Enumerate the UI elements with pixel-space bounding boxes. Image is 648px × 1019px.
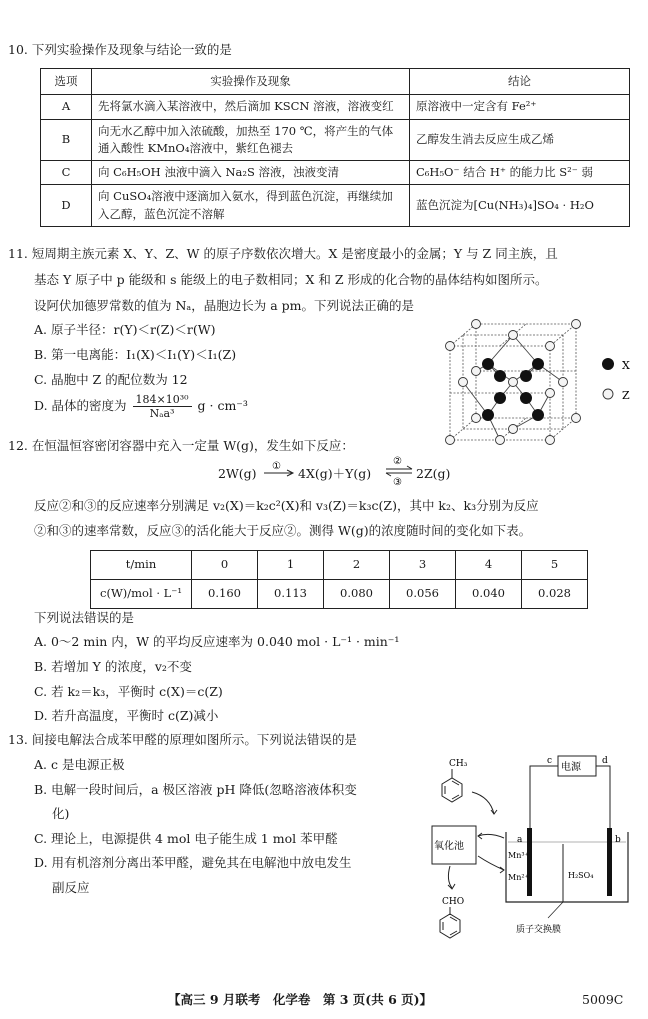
q10-row-conclusion: 乙醇发生消去反应生成乙烯 bbox=[410, 119, 630, 161]
footer-exam-code: 5009C bbox=[582, 992, 624, 1007]
wire-c bbox=[530, 766, 558, 832]
q12-option-d: D. 若升高温度，平衡时 c(Z)减小 bbox=[34, 708, 219, 723]
q10-table bbox=[40, 68, 630, 227]
mn3-label: Mn³⁺ bbox=[508, 851, 529, 860]
q11-option-c: C. 晶胞中 Z 的配位数为 12 bbox=[34, 372, 188, 387]
q11-option-d-unit: g · cm⁻³ bbox=[197, 398, 248, 414]
table-row bbox=[91, 551, 588, 580]
q10-row-operation: 向 C₆H₅OH 浊液中滴入 Na₂S 溶液，浊液变清 bbox=[92, 161, 410, 185]
toluene-molecule bbox=[442, 769, 462, 802]
electrode-a bbox=[527, 828, 532, 896]
q12-concentration-header: c(W)/mol · L⁻¹ bbox=[91, 579, 192, 608]
q12-time-cell: 5 bbox=[522, 551, 588, 580]
q13-option-d-line-1: D. 用有机溶剂分离出苯甲醛，避免其在电解池中放电发生 bbox=[34, 855, 352, 870]
power-supply-label: 电源 bbox=[561, 762, 581, 773]
terminal-d-label: d bbox=[602, 756, 608, 766]
methyl-label: CH₃ bbox=[449, 759, 468, 769]
q10-table-header bbox=[41, 69, 630, 95]
crystal-structure-figure bbox=[436, 318, 636, 450]
q12-concentration-table bbox=[90, 550, 588, 609]
table-row bbox=[41, 161, 630, 185]
benzaldehyde-molecule bbox=[440, 907, 460, 938]
reaction-arrow-1 bbox=[262, 458, 296, 482]
product-arrow bbox=[448, 866, 452, 888]
q12-option-b: B. 若增加 Y 的浓度，v₂不变 bbox=[34, 659, 192, 674]
wire-d bbox=[596, 766, 610, 832]
q12-time-cell: 2 bbox=[324, 551, 390, 580]
q12-time-cell: 0 bbox=[192, 551, 258, 580]
q10-title: 10. 下列实验操作及现象与结论一致的是 bbox=[8, 42, 232, 57]
q13-option-c: C. 理论上，电源提供 4 mol 电子能生成 1 mol 苯甲醛 bbox=[34, 831, 338, 846]
q12-concentration-cell: 0.113 bbox=[258, 579, 324, 608]
aldehyde-label: CHO bbox=[442, 897, 465, 907]
reaction-equilibrium-arrow bbox=[384, 454, 414, 488]
q12-equation-middle: 4X(g)＋Y(g) bbox=[298, 466, 372, 481]
density-fraction bbox=[133, 393, 192, 420]
q12-concentration-cell: 0.056 bbox=[390, 579, 456, 608]
table-row bbox=[41, 95, 630, 119]
q12-option-c: C. 若 k₂＝k₃，平衡时 c(X)＝c(Z) bbox=[34, 684, 223, 699]
q11-stem-line-1: 11. 短周期主族元素 X、Y、Z、W 的原子序数依次增大。X 是密度最小的金属；Y 与 Z 同主族，且 bbox=[8, 246, 558, 261]
mn2-flow-arrow bbox=[478, 856, 504, 870]
oxidizer-label: 氧化池 bbox=[434, 841, 464, 852]
mn2-label: Mn²⁺ bbox=[508, 873, 529, 882]
q10-header-operation: 实验操作及现象 bbox=[92, 69, 410, 95]
q10-header-conclusion: 结论 bbox=[410, 69, 630, 95]
q13-option-a: A. c 是电源正极 bbox=[34, 757, 125, 772]
reaction-label-1: ① bbox=[272, 461, 281, 472]
footer-page-info: 【高三 9 月联考 化学卷 第 3 页(共 6 页)】 bbox=[168, 992, 433, 1007]
mn3-flow-arrowhead bbox=[478, 833, 482, 839]
q12-equation-left: 2W(g) bbox=[218, 466, 257, 481]
q13-option-b-line-2: 化) bbox=[52, 806, 70, 821]
membrane-label: 质子交换膜 bbox=[516, 925, 562, 935]
h2so4-label: H₂SO₄ bbox=[568, 871, 594, 880]
z-atoms bbox=[446, 320, 581, 445]
q10-row-operation: 向 CuSO₄溶液中逐滴加入氨水，得到蓝色沉淀，再继续加入乙醇，蓝色沉淀不溶解 bbox=[92, 185, 410, 227]
legend-x-label: X bbox=[622, 359, 630, 372]
q11-option-a: A. 原子半径：r(Y)＜r(Z)＜r(W) bbox=[34, 322, 216, 337]
q13-option-b-line-1: B. 电解一段时间后，a 极区溶液 pH 降低(忽略溶液体积变 bbox=[34, 782, 357, 797]
q12-equation-right: 2Z(g) bbox=[416, 466, 451, 481]
q12-description-line-2: ②和③的速率常数，反应③的活化能大于反应②。测得 W(g)的浓度随时间的变化如下表。 bbox=[34, 523, 532, 538]
q13-option-d-line-2: 副反应 bbox=[52, 880, 90, 895]
q10-row-operation: 向无水乙醇中加入浓硫酸，加热至 170 ℃，将产生的气体通入酸性 KMnO₄溶液中，紫红色褪去 bbox=[92, 119, 410, 161]
q10-row-option: B bbox=[41, 119, 92, 161]
q11-stem-line-3: 设阿伏加德罗常数的值为 Nₐ，晶胞边长为 a pm。下列说法正确的是 bbox=[34, 298, 414, 313]
q10-row-option: A bbox=[41, 95, 92, 119]
reaction-label-2: ② bbox=[393, 456, 402, 467]
q11-option-d bbox=[34, 393, 248, 420]
legend-x-atom bbox=[602, 358, 614, 370]
mn2-flow-arrowhead bbox=[500, 867, 504, 873]
q12-time-cell: 1 bbox=[258, 551, 324, 580]
electrolysis-diagram bbox=[420, 752, 640, 942]
q12-time-cell: 3 bbox=[390, 551, 456, 580]
q12-time-cell: 4 bbox=[456, 551, 522, 580]
table-row bbox=[91, 579, 588, 608]
reaction-label-3: ③ bbox=[393, 477, 402, 488]
q10-header-option: 选项 bbox=[41, 69, 92, 95]
x-atoms bbox=[482, 358, 544, 421]
mn3-flow-arrow bbox=[478, 834, 504, 838]
q13-stem: 13. 间接电解法合成苯甲醛的原理如图所示。下列说法错误的是 bbox=[8, 732, 357, 747]
q10-row-operation: 先将氯水滴入某溶液中，然后滴加 KSCN 溶液，溶液变红 bbox=[92, 95, 410, 119]
feed-arrow bbox=[472, 792, 494, 814]
feed-arrowhead bbox=[491, 810, 497, 814]
q11-option-d-prefix: D. 晶体的密度为 bbox=[34, 398, 127, 414]
q12-stem: 12. 在恒温恒容密闭容器中充入一定量 W(g)，发生如下反应： bbox=[8, 438, 354, 453]
q10-row-conclusion: 原溶液中一定含有 Fe²⁺ bbox=[410, 95, 630, 119]
q12-concentration-cell: 0.160 bbox=[192, 579, 258, 608]
q12-concentration-cell: 0.028 bbox=[522, 579, 588, 608]
q12-description-line-1: 反应②和③的反应速率分别满足 v₂(X)＝k₂c²(X)和 v₃(Z)＝k₃c(Z)，其中 k₂、k₃分别为反应 bbox=[34, 498, 539, 513]
q11-option-b: B. 第一电离能：I₁(X)＜I₁(Y)＜I₁(Z) bbox=[34, 347, 237, 362]
q12-concentration-cell: 0.040 bbox=[456, 579, 522, 608]
membrane-pointer bbox=[548, 902, 563, 918]
q11-stem-line-2: 基态 Y 原子中 p 能级和 s 能级上的电子数相同；X 和 Z 形成的化合物的晶体结构如图所示。 bbox=[34, 272, 548, 287]
table-row bbox=[41, 185, 630, 227]
legend-z-atom bbox=[603, 389, 613, 399]
electrode-b-label: b bbox=[615, 835, 621, 845]
q12-option-a: A. 0～2 min 内，W 的平均反应速率为 0.040 mol · L⁻¹ · min⁻¹ bbox=[34, 634, 400, 649]
table-row bbox=[41, 119, 630, 161]
q10-row-conclusion: 蓝色沉淀为[Cu(NH₃)₄]SO₄ · H₂O bbox=[410, 185, 630, 227]
q10-row-conclusion: C₆H₅O⁻ 结合 H⁺ 的能力比 S²⁻ 弱 bbox=[410, 161, 630, 185]
q10-row-option: C bbox=[41, 161, 92, 185]
density-numerator: 184×10³⁰ bbox=[133, 393, 192, 407]
terminal-c-label: c bbox=[547, 756, 553, 766]
electrode-a-label: a bbox=[517, 835, 523, 845]
q12-time-header: t/min bbox=[91, 551, 192, 580]
density-denominator: Nₐa³ bbox=[149, 407, 175, 421]
q10-row-option: D bbox=[41, 185, 92, 227]
electrode-b bbox=[607, 828, 612, 896]
q12-concentration-cell: 0.080 bbox=[324, 579, 390, 608]
q12-ask: 下列说法错误的是 bbox=[34, 610, 135, 625]
legend-z-label: Z bbox=[622, 389, 630, 402]
